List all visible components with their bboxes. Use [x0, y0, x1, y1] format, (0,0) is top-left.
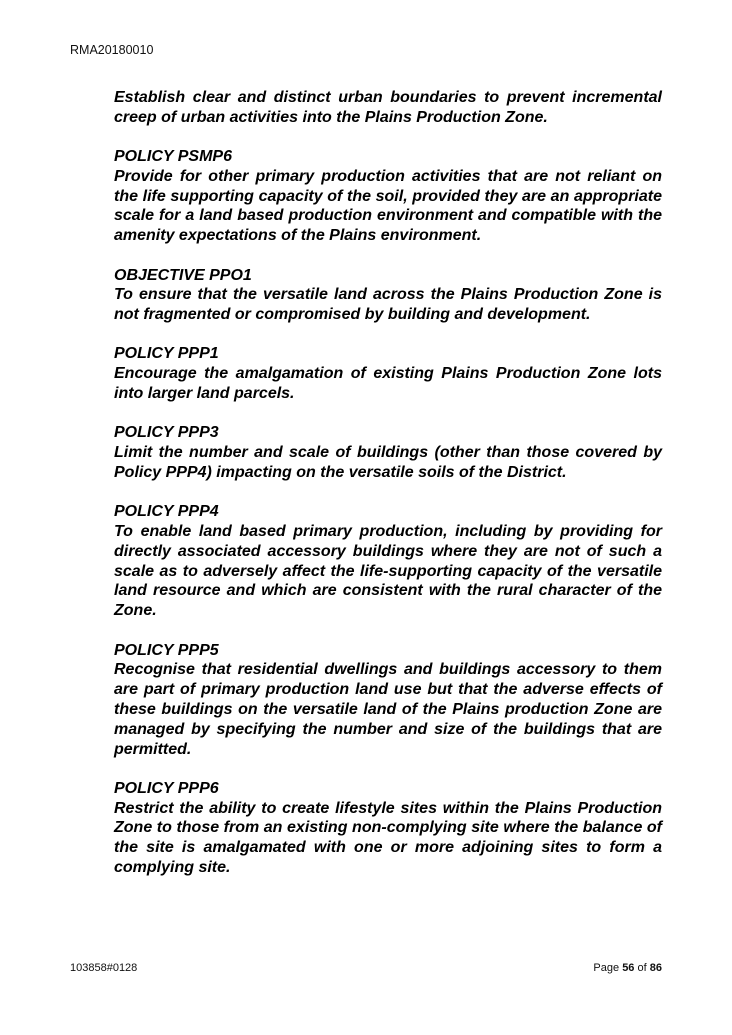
- section-text: To ensure that the versatile land across the Plains Production Zone is not fragmented or compromised by building and development.: [114, 286, 662, 324]
- footer-page-number: [593, 962, 662, 974]
- section-policy-ppp6: [114, 779, 662, 878]
- section-heading: POLICY PPP1: [114, 345, 219, 363]
- section-text: To enable land based primary production, including by providing for directly associated accessory buildings where they are not of such a scale as to adversely affect the life-supporting capacity of the versatile land resource and which are consistent with the rural character of the Zone.: [114, 523, 662, 620]
- section-policy-psmp6: [114, 147, 662, 246]
- section-intro: [114, 88, 662, 128]
- section-heading: OBJECTIVE PPO1: [114, 266, 252, 284]
- section-text: Limit the number and scale of buildings (other than those covered by Policy PPP4) impacting on the versatile soils of the District.: [114, 444, 662, 481]
- page-prefix: Page: [593, 962, 620, 974]
- page-current: 56: [622, 962, 635, 974]
- section-heading: POLICY PPP5: [114, 641, 219, 659]
- section-policy-ppp3: [114, 423, 662, 482]
- section-text: Establish clear and distinct urban boundaries to prevent incremental creep of urban activities into the Plains Production Zone.: [114, 89, 662, 126]
- policy-content: [114, 88, 662, 897]
- section-heading: POLICY PPP6: [114, 779, 219, 797]
- document-reference: RMA20180010: [70, 43, 154, 57]
- section-policy-ppp5: [114, 641, 662, 760]
- section-text: Recognise that residential dwellings and buildings accessory to them are part of primary production land use but that the adverse effects of these buildings on the versatile land of the Plains production Zone are managed by specifying the number and size of the buildings that are permitted.: [114, 661, 662, 758]
- section-heading: POLICY PSMP6: [114, 148, 232, 166]
- section-heading: POLICY PPP3: [114, 424, 219, 442]
- page-total: 86: [649, 962, 662, 974]
- section-text: Encourage the amalgamation of existing Plains Production Zone lots into larger land parcels.: [114, 365, 662, 403]
- page-of: of: [637, 962, 647, 974]
- footer-document-id: 103858#0128: [70, 962, 138, 974]
- section-objective-ppo1: [114, 266, 662, 325]
- section-policy-ppp4: [114, 502, 662, 621]
- section-heading: POLICY PPP4: [114, 503, 219, 521]
- section-policy-ppp1: [114, 344, 662, 403]
- section-text: Provide for other primary production activities that are not reliant on the life supporting capacity of the soil, provided they are an appropriate scale for a land based production environment and compatible with the amenity expectations of the Plains environment.: [114, 167, 662, 245]
- section-text: Restrict the ability to create lifestyle sites within the Plains Production Zone to those from an existing non-complying site where the balance of the site is amalgamated with one or more adjoining sites to form a complying site.: [114, 799, 662, 876]
